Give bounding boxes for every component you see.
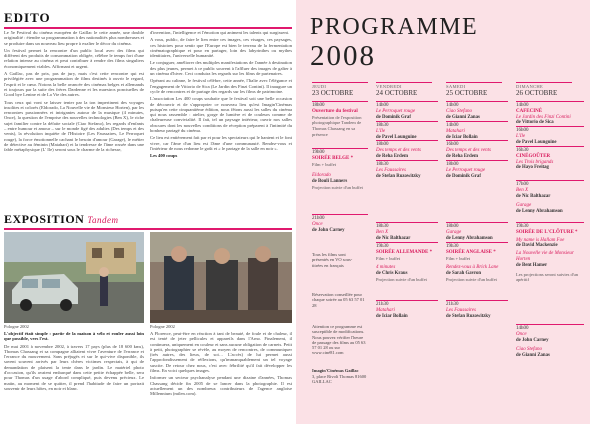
photo-caption: Pologne 2002 [150,324,175,329]
edito-signature: Les 400 coups [150,153,178,159]
info-venue: Imagin'Cinémas Gaillac [312,368,359,373]
event-vendredi: 18h30 L'Ile de Pavel Lounguine [376,121,438,140]
event-samedi: 21h30 Les Faussaires de Stefan Ruzowitzky [446,300,508,319]
programme-title: PROGRAMME [310,14,479,40]
event-samedi: 16h00 Des temps et des vents de Reha Erdem [446,140,508,159]
event-samedi: 14h00 Matahari de Iciar Bollain [446,121,508,140]
event-samedi: 18h00 Le Perroquet rouge de Dominik Graf [446,160,508,179]
edito-paragraph: Le conjuguer, améliorer des multiples manifestations de l'année à destination des plus jeunes, permet à ce public souvent à l'affluer des images de gaîter à un cinéma d'hiver. Ceci conduira les regards sur les films de partenaires. [150,60,292,77]
event-dimanche: 17h00 Ben X de Nic Balthazar Garage de Lenny Abrahamson [516,180,584,215]
event-dimanche-cloture: 19h30 SOIRÉE DE L'CLÔTURE * My name is Hallam Foe de David Mackenzie La Nouvelle vie de Monsieur Horten de Bent Hamer Les projections seront suivies d'un apéritif [516,222,584,283]
event-vendredi: 18h30 Les Faussaires de Stefan Ruzowitzky [376,160,438,179]
expo-paragraph: Informer un secteur psychanalyse pendant une dizaine d'années, Thomas Chassang décide fin 2005 de se lancer dans la photographie. Il est actuellement un des nombreux contributeurs de l'agence angloise Millennium (milen.com). [150,375,292,397]
event-dimanche-cinegouter: 16h30 CINÉGOÛTER Les Trois brigands de Hayo Freitag [516,146,584,171]
expo-column-2 [150,331,292,399]
expo-column-1 [4,331,144,393]
event-samedi-soiree: 19h30 SOIRÉE ANGLAISE * Film + buffet Rendez-vous à Brick Lane de Sarah Gavron Projection suivie d'un buffet [446,242,508,283]
event-jeudi-2: 19h00 SOIRÉE BELGE * Film + buffet Eldorado de Bouli Lanners Projection suivie d'un buffet [312,148,368,191]
info-reservation: Réservation conseillée pour chaque soirée au 05 63 57 01 28 [312,292,365,308]
event-dimanche: 14h00 Once de John Carney Ciao Stefano de Gianni Zanas [516,324,584,359]
edito-paragraph: Le 5e Festival du cinéma européen de Gaillac le cette année, une double originalité : étendre sa programmation à des nationalités plus nombreuses et se produire dans un nouveau lieu propre à exalter le décor du cinéma. [4,30,144,46]
event-vendredi: 18h00 Des temps et des vents de Reha Erdem [376,140,438,159]
edito-column-1 [4,30,144,155]
expo-subtitle: Tandem [87,215,119,225]
edito-paragraph: A Gaillac, pas de prix, pas de jury, mais c'est cette rencontre qui est privilégiée avec une programmation de films destinés à ouvrir le regard, l'esprit et le cœur. Notons la belle avancée des cinémas belges et allemands et toujours par la suite des frères Dardenne et les maestros ponctuelles de Good bye Lenine et de La Vie des autres. [4,71,144,98]
event-vendredi-soiree: 19h30 SOIRÉE ALLEMANDE * Film + buffet 4 minutes de Chris Kraus Projection suivie d'un buffet [376,242,438,283]
info-vo: Tous les films sont présentés en VO sous-titrées en français [312,252,353,268]
event-dimanche: 16h00 L'Ile de Pavel Lounguine [516,126,584,145]
photo-poland-car [4,232,144,323]
edito-rule [4,27,292,29]
edito-paragraph: Tous ceux qui vont se laisser tenter par la ton impertinent des voyages insolites et colorés (Eldorado, La Nouvelle vie de Monsieur Horten), par les rencontres passionnées et intrigantes autour de la musique (4 minutes, Once), la question de l'emprise des nouvelles technologies (Ben X), le riche sujet familier contre la défaite sociale (Ciao Stefano), les regards d'enfants – entre humour et amour – sur le monde figé des adultes (Des temps et des vents), la révolution inquiète de l'Histoire (Les Faussaires, Le Perroquet rouge), la force émotionnelle cachant le besoin d'amour (Garage), le métier de détective au féminin (Matahari) et la tendresse de l'âme rossée dans une fable métaphysique (L' Ile) seront sous le charme de la richesse, [4,99,144,153]
expo-heading: L'objectif était simple : partir de la maison à vélo et rouler aussi loin que possible, vers l'est. [4,331,144,342]
edito-paragraph: A vous, public, de faire le lien entre ces images, ces visages, ces paysages, ces histoires pour sentir que l'Europe est bien le terreau de la fermentation cinématographique et pour en partager, loin des labyrinthes ou mythes identitaires, l'universelle humanité. [150,37,292,59]
photo-poland-men [150,232,292,323]
event-jeudi-3: 21h00 Once de John Carney [312,214,368,233]
event-vendredi: 18h30 Ben X de Nic Balthazar [376,222,438,241]
photo-caption: Pologne 2002 [4,324,29,329]
event-dimanche-cafecine: 14h00 CAFECINÉ Le Jardin des Finzi Contini de Vittorio de Sica [516,101,584,126]
programme-year: 2008 [310,40,376,72]
event-samedi: 18h00 Garage de Lenny Abrahamson [446,222,508,241]
event-vendredi: 21h30 Matahari de Iciar Bollain [376,300,438,319]
day-header-jeudi: JEUDI 23 OCTOBRE [312,82,368,97]
edito-paragraph: Un festival permet la rencontre d'un public local avec des films qui diffèrent des produits de consommation obligée, célèbre le temps fort d'une relation intense au cinéma et peut contribuer à rendre des films singuliers économiquement viables. Affirmant et urgent. [4,47,144,69]
event-jeudi-1: 18h00 Ouverture du festival Présentation de l'exposition photographique Tandem de Thomas Chassang en sa présence [312,101,368,138]
edito-paragraph: d'invention, l'intelligence et l'émotion qui animent les talents qui surgissent. [150,30,290,35]
info-address: 3, place Rivoli Thomas 81600 GAILLAC [312,374,367,385]
event-samedi: 14h00 Ciao Stefano de Gianni Zanas [446,101,508,120]
day-header-vendredi: VENDREDI 24 OCTOBRE [376,82,432,97]
expo-rule [4,228,292,230]
right-page-programme [296,0,590,424]
edito-title: EDITO [4,10,51,25]
expo-title [4,212,119,227]
info-modifications: Attention ce programme est susceptible de modifications. Nous pouvez vérifier l'heure de passage des films au 05 63 57 01 28 ou sur www.ciné81.com [312,324,366,356]
expo-paragraph: De mai 2001 à novembre 2002, à travers 17 pays (plus de 18 600 kms), Thomas Chassang et sa compagne alliaient vivre l'aventure de l'errance et l'errance du mouvement. Sans préjugés et sur le qui-vive disponible, ils savent souvent arrivés par leurs chères victimes respectais, à qui de demandation de plaisent la tente dans le jardin. Le matériel photo d'occasion, qu'ils avaient embarqué dans cette petite échappée belle, sera pour Thomas d'un usage d'abord compliqué, puis devenu précieux. Le matin, au moment de se quitter, il prend l'habitude de faire un portrait souvenir de leurs hôtes, en noir et blanc. [4,343,144,391]
edito-paragraph: Opérant au calinne, le festival célèbre, cette année, l'Italie avec l'élégance et l'engagement de Vittorio de Sica (Le Jardin des Finzi Contini). Il inaugure un cycle de rencontres et de partage des regards sur les films de patrimoine. [150,78,292,94]
expo-title-text: EXPOSITION [4,212,85,226]
edito-paragraph: Ce lieu est entièrement fait par et pour les spectateurs qui le hantent et le font vivre, car l'âme d'un lieu est l'âme d'une communauté. Rendez-vous et l'intérieur de nous redonne le goût et « le partage de la salle en noir ». [150,135,292,151]
edito-paragraph: L'association Les 400 coups souhaite que le festival soit une belle occasion de découvrir et de s'approprier ce nouveau lieu qu'est Imagin'Cinémas puisqu'en cette cinquantième édition, nous fêtons aussi les salles du cinéma qui nous rassemble : atelier, gorge de lumière et de couleurs comme de chaleureuse convivialité. Il fait, tel un paysage intérieur, ouvrir nos salles obscures dont les nouvelles conditions de réception préparent à l'intimité du bonheur partagé du cinéma. [150,96,292,134]
event-vendredi: 14h00 Le Perroquet rouge de Dominik Graf [376,101,438,120]
edito-column-2 [150,30,292,161]
day-header-dimanche: DIMANCHE 26 OCTOBRE [516,82,572,97]
day-header-samedi: SAMEDI 25 OCTOBRE [446,82,502,97]
expo-paragraph: A Florence, peut-être en réaction à tant de beauté, de foule et de chaleur, il est tenté de jeter pellicules et appareils dans l'Arno. Finalement, il continuera, uniquement en couleur et sans aucune obligation de carnets. Petit à petit, photographier se révèle, au moyen de rencontres, de communiquer (très autres, des lieux, de soi… L'accès) de lui permet aussi l'approfondissement de réflexions, qu'immanquablement un tel voyage suscite. De retour chez nous, c'est avec fébrilité qu'il fait développer les films. En voici quelques images. [150,331,292,374]
